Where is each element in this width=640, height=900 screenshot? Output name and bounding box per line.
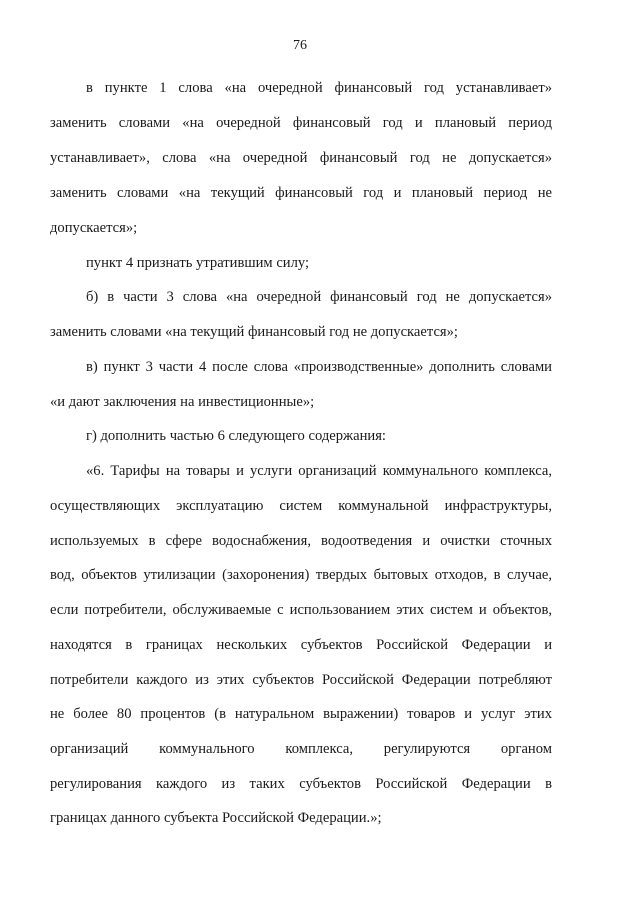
text-line: в) пункт 3 части 4 после слова «производственные» дополнить словами xyxy=(86,359,552,375)
text-line: пункт 4 признать утратившим силу; xyxy=(86,255,310,271)
text-line: используемых в сфере водоснабжения, водоотведения и очистки сточных xyxy=(50,533,552,549)
text-line: вод, объектов утилизации (захоронения) твердых бытовых отходов, в случае, xyxy=(50,567,552,583)
text-line: заменить словами «на текущий финансовый год не допускается»; xyxy=(50,324,458,340)
text-line: «6. Тарифы на товары и услуги организаций коммунального комплекса, xyxy=(86,463,552,479)
text-line: заменить словами «на очередной финансовый год и плановый период xyxy=(50,115,552,131)
text-line: организаций коммунального комплекса, регулируются органом xyxy=(50,741,552,757)
text-line: регулирования каждого из таких субъектов Российской Федерации в xyxy=(50,776,552,792)
text-line: г) дополнить частью 6 следующего содержания: xyxy=(86,428,386,444)
text-line: осуществляющих эксплуатацию систем коммунальной инфраструктуры, xyxy=(50,498,552,514)
text-line: допускается»; xyxy=(50,220,138,236)
text-line: «и дают заключения на инвестиционные»; xyxy=(50,394,315,410)
text-line: устанавливает», слова «на очередной финансовый год не допускается» xyxy=(50,150,552,166)
text-line: не более 80 процентов (в натуральном выражении) товаров и услуг этих xyxy=(50,706,552,722)
page-number: 76 xyxy=(293,38,307,53)
text-line: б) в части 3 слова «на очередной финансовый год не допускается» xyxy=(86,289,552,305)
text-line: потребители каждого из этих субъектов Российской Федерации потребляют xyxy=(50,672,552,688)
text-line: в пункте 1 слова «на очередной финансовый год устанавливает» xyxy=(86,80,552,96)
text-line: границах данного субъекта Российской Федерации.»; xyxy=(50,810,382,826)
text-line: если потребители, обслуживаемые с использованием этих систем и объектов, xyxy=(50,602,552,618)
text-line: заменить словами «на текущий финансовый год и плановый период не xyxy=(50,185,552,201)
text-line: находятся в границах нескольких субъектов Российской Федерации и xyxy=(50,637,552,653)
